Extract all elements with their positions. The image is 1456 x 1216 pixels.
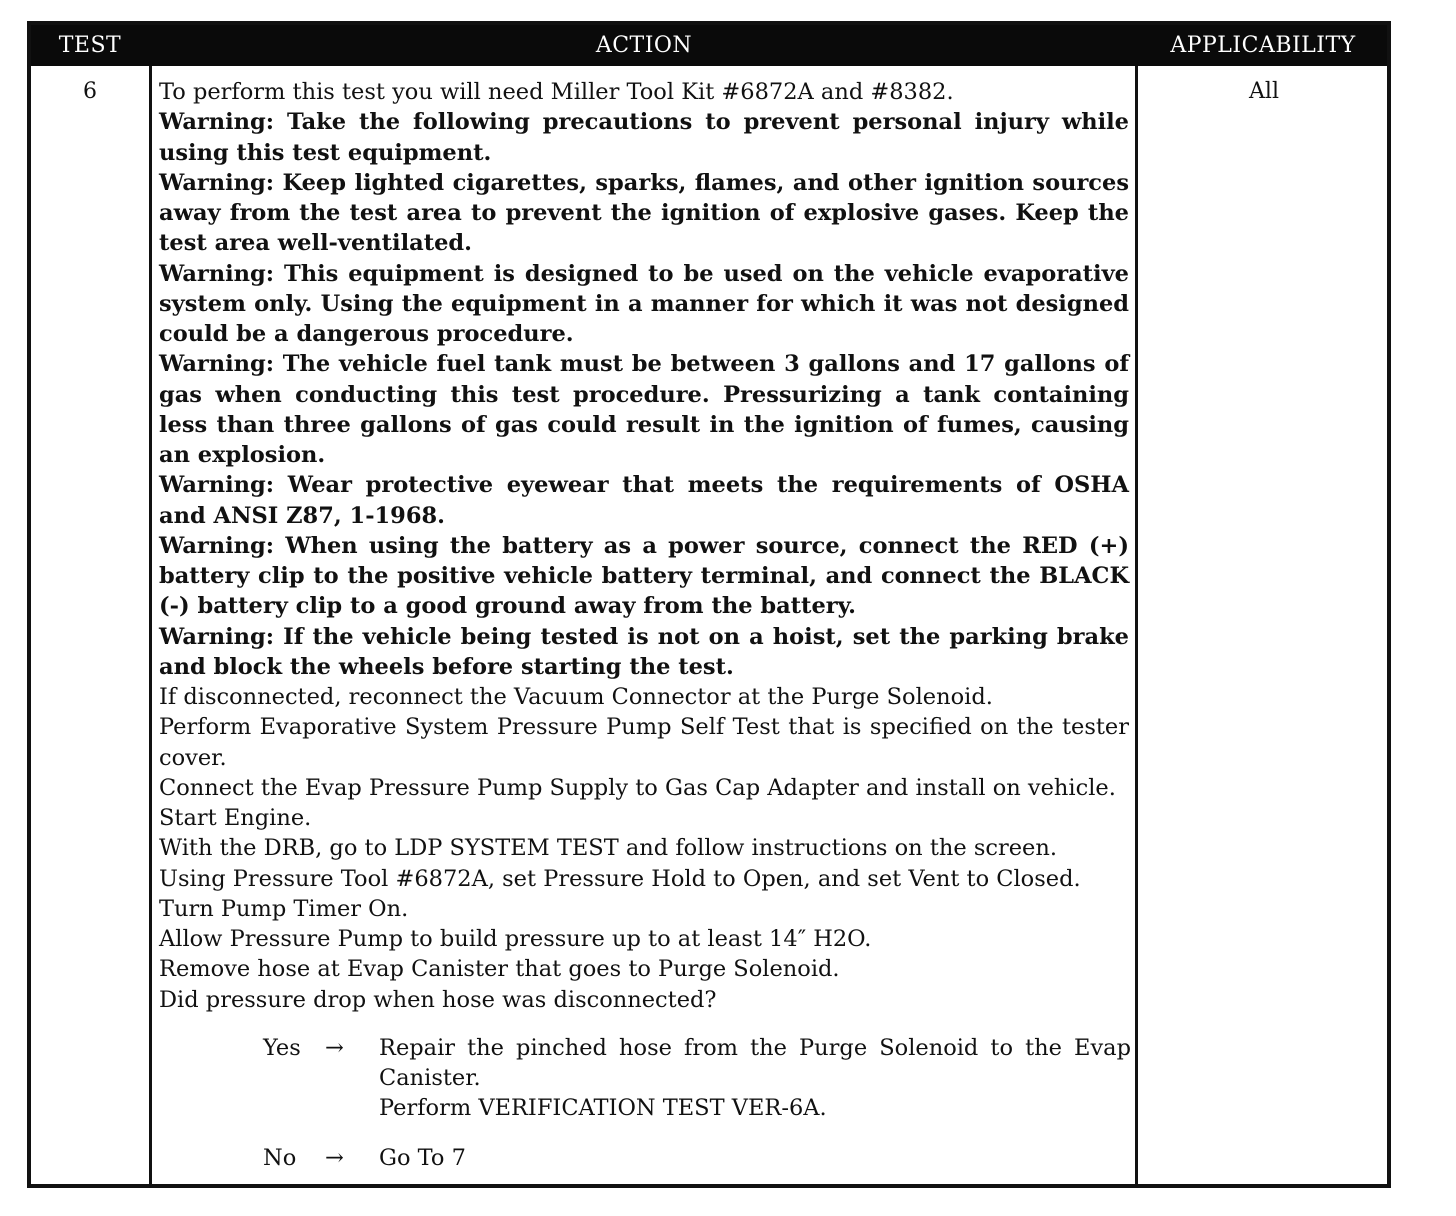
arrow-right-icon: → (325, 1144, 344, 1171)
warning-paragraph: Warning: This equipment is designed to be used on the vehicle evaporative system only. Using the equipment in a manner for which it was not designed could be a dangerous procedure. (159, 260, 1129, 347)
branch-label: Yes (263, 1034, 301, 1061)
instruction-paragraph: Turn Pump Timer On. (159, 895, 409, 922)
header-applicability: APPLICABILITY (1170, 33, 1356, 58)
instruction-paragraph: Remove hose at Evap Canister that goes to Purge Solenoid. (159, 956, 840, 983)
action-text (159, 77, 1129, 1015)
decision-branches (263, 1033, 1131, 1192)
branch-line: Repair the pinched hose from the Purge Solenoid to the Evap Canister. (379, 1034, 1131, 1091)
header-test: TEST (58, 33, 122, 58)
instruction-paragraph: Perform Evaporative System Pressure Pump Self Test that is specified on the tester cover. (159, 714, 1129, 771)
test-number: 6 (83, 79, 97, 104)
instruction-paragraph: If disconnected, reconnect the Vacuum Connector at the Purge Solenoid. (159, 684, 993, 710)
warning-paragraph: Warning: Take the following precautions to prevent personal injury while using this test equipment. (159, 109, 1129, 166)
branch-no (263, 1143, 1131, 1173)
branch-label: No (263, 1144, 297, 1171)
header-action: ACTION (595, 33, 693, 58)
column-divider (1135, 66, 1138, 1184)
instruction-paragraph: To perform this test you will need Miller Tool Kit #6872A and #8382. (159, 79, 954, 105)
instruction-paragraph: Start Engine. (159, 805, 312, 831)
warning-paragraph: Warning: When using the battery as a power source, connect the RED (+) battery clip to the positive vehicle battery terminal, and connect the BLACK (-) battery clip to a good ground away from the battery. (159, 532, 1129, 620)
arrow-right-icon: → (325, 1034, 344, 1061)
branch-line: Go To 7 (379, 1144, 466, 1171)
instruction-paragraph: Allow Pressure Pump to build pressure up to at least 14″ H2O. (159, 926, 872, 952)
column-divider (149, 66, 152, 1184)
warning-paragraph: Warning: The vehicle fuel tank must be between 3 gallons and 17 gallons of gas when conducting this test procedure. Pressurizing a tank containing less than three gallons of gas could result in the ignition of fumes, causing an explosion. (159, 351, 1129, 468)
applicability-value: All (1249, 79, 1279, 104)
diagnostic-test-table (27, 21, 1391, 1188)
instruction-paragraph: Did pressure drop when hose was disconnected? (159, 986, 717, 1013)
instruction-paragraph: Connect the Evap Pressure Pump Supply to Gas Cap Adapter and install on vehicle. (159, 774, 1116, 801)
warning-paragraph: Warning: Keep lighted cigarettes, sparks, flames, and other ignition sources away from the test area to prevent the ignition of explosive gases. Keep the test area well-ventilated. (159, 169, 1129, 257)
warning-paragraph: Warning: Wear protective eyewear that meets the requirements of OSHA and ANSI Z87, 1-1968. (159, 472, 1129, 529)
instruction-paragraph: Using Pressure Tool #6872A, set Pressure Hold to Open, and set Vent to Closed. (159, 865, 1081, 892)
table-header (31, 25, 1387, 66)
branch-content (379, 1143, 1131, 1173)
warning-paragraph: Warning: If the vehicle being tested is not on a hoist, set the parking brake and block the wheels before starting the test. (159, 623, 1129, 680)
branch-content (379, 1033, 1131, 1124)
branch-yes (263, 1033, 1131, 1124)
instruction-paragraph: With the DRB, go to LDP SYSTEM TEST and follow instructions on the screen. (159, 835, 1058, 862)
branch-line: Perform VERIFICATION TEST VER-6A. (379, 1095, 827, 1122)
